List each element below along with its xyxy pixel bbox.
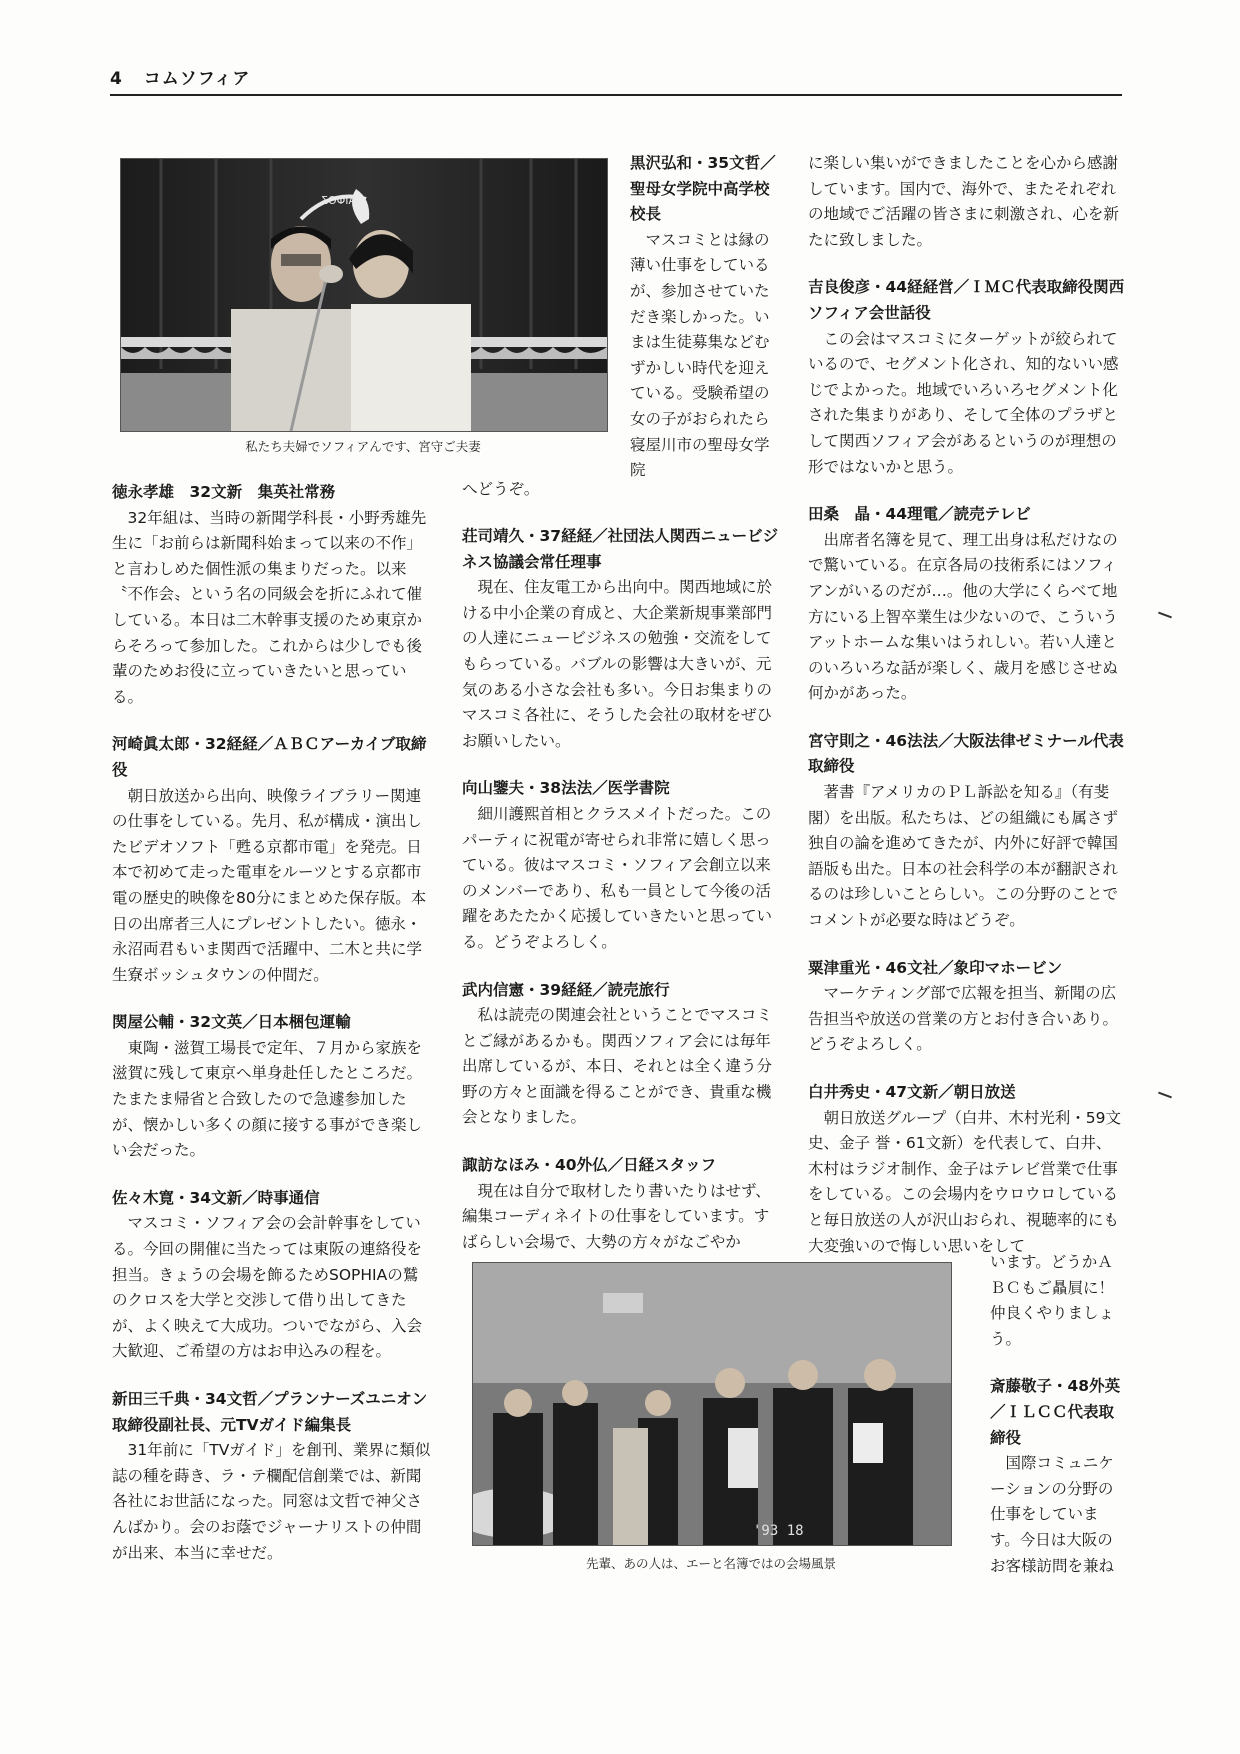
entry-heading: 向山鑒夫・38法法／医学書院 xyxy=(462,779,670,798)
entry-body: 現在は自分で取材したり書いたりはせず、編集コーディネイトの仕事をしています。すばらしい会場で、大勢の方々がなごやか xyxy=(462,1181,771,1251)
entry-heading: 徳永孝雄 32文新 集英社常務 xyxy=(112,483,336,501)
entry-heading: 河崎眞太郎・32経経／ＡＢＣアーカイブ取締役 xyxy=(112,735,427,779)
entry-body: 出席者名簿を見て、理工出身は私だけなので驚いている。在京各局の技術系にはソフィアンがいるのだが…。他の大学にくらべて地方にいる上智卒業生は少ないので、こういうアットホームな集いはうれしい。若い人達とのいろいろな話が楽しく、歳月を感じさせぬ何かがあった。 xyxy=(808,530,1118,703)
entry-body-tail: います。どうかＡＢＣもご贔屓に！ 仲良くやりましょう。 xyxy=(990,1253,1130,1348)
entry-heading: 斎藤敬子・48外英／ＩＬＣＣ代表取締役 xyxy=(990,1377,1121,1447)
couple-photo xyxy=(120,158,608,432)
binding-mark xyxy=(1158,612,1172,619)
article-entry xyxy=(112,1010,432,1164)
page-header xyxy=(110,64,1122,96)
entry-body: 私は読売の関連会社ということでマスコミとご縁があるかも。関西ソフィア会には毎年出席しているが、本日、それとは全く違う分野の方々と面識を得ることができ、貴重な機会となりました。 xyxy=(462,1006,773,1127)
column-middle-tail xyxy=(462,477,782,503)
entry-body: に楽しい集いができましたことを心から感謝しています。国内で、海外で、またそれぞれの地域でご活躍の皆さまに刺激され、心を新たに致しました。 xyxy=(808,154,1119,249)
entry-body-tail: へどうぞ。 xyxy=(462,480,540,498)
article-entry xyxy=(808,502,1126,707)
column-middle-top xyxy=(630,151,778,484)
entry-heading: 佐々木寛・34文新／時事通信 xyxy=(112,1188,320,1207)
article-entry xyxy=(808,956,1126,1058)
couple-photo-art xyxy=(121,159,607,431)
entry-body: マスコミとは縁の薄い仕事をしているが、参加させていただき楽しかった。いまは生徒募集などむずかしい時代を迎えている。受験希望の女の子がおられたら寝屋川市の聖母女学院 xyxy=(630,230,770,480)
reception-photo-caption: 先輩、あの人は、エーと名簿ではの会場風景 xyxy=(585,1556,836,1571)
article-entry xyxy=(808,729,1126,934)
entry-heading: 宮守則之・46法法／大阪法律ゼミナール代表取締役 xyxy=(808,731,1124,776)
entry-body: 細川護熙首相とクラスメイトだった。このパーティに祝電が寄せられ非常に嬉しく思っている。彼はマスコミ・ソフィア会創立以来のメンバーであり、私も一員として今後の活躍をあたたかく応援していきたいと思っている。どうぞよろしく。 xyxy=(462,804,773,951)
column-right xyxy=(808,151,1126,1281)
article-entry xyxy=(462,524,782,754)
entry-body: 朝日放送から出向、映像ライブラリー関連の仕事をしている。先月、私が構成・演出したビデオソフト「甦る京都市電」を発売。日本で初めて走った電車をルーツとする京都市電の歴史的映像を80分にまとめた保存版。本日の出席者三人にプレゼントしたい。徳永・永沼両君もいま関西で活躍中、二木と共に学生寮ボッシュタウンの仲間だ。 xyxy=(112,786,427,984)
article-entry xyxy=(462,776,782,955)
entry-body: 東陶・滋賀工場長で定年、７月から家族を滋賀に残して東京へ単身赴任したところだ。たまたま帰省と合致したので急遽参加したが、懐かしい多くの顔に接する事ができ楽しい会だった。 xyxy=(112,1038,423,1160)
entry-heading: 粟津重光・46文社／象印マホービン xyxy=(808,958,1063,977)
entry-body: この会はマスコミにターゲットが絞られているので、セグメント化され、知的ないい感じでよかった。地域でいろいろセグメント化された集まりがあり、そして全体のプラザとして関西ソフィア会があるというのが理想の形ではないかと思う。 xyxy=(808,329,1119,476)
photo-date-stamp: '93 18 xyxy=(753,1523,804,1539)
article-entry xyxy=(808,275,1126,480)
entry-body: 31年前に「TVガイド」を創刊、業界に類似誌の種を蒔き、ラ・テ欄配信創業では、新聞各社にお世話になった。同窓は文哲で神父さんばかり。会のお蔭でジャーナリストの仲間が出来、本当に幸せだ。 xyxy=(112,1441,431,1562)
article-entry xyxy=(808,151,1126,253)
article-entry xyxy=(462,978,782,1132)
reception-photo-art xyxy=(473,1263,951,1545)
column-right-bottom xyxy=(990,1250,1130,1579)
entry-heading: 諏訪なほみ・40外仏／日経スタッフ xyxy=(462,1156,717,1175)
entry-body: 著書『アメリカのＰＬ訴訟を知る』（有斐閣）を出版。私たちは、どの組織にも属さず独自の論を進めてきたが、内外に好評で韓国語版も出た。日本の社会科学の本が翻訳されるのは珍しいことらしい。この分野のことでコメントが必要な時はどうぞ。 xyxy=(808,783,1119,930)
entry-body: 32年組は、当時の新聞学科長・小野秀雄先生に「お前らは新聞科始まって以来の不作」と言わしめた個性派の集まりだった。以来〝不作会〟という名の同級会を折にふれて催している。本日は二木幹事支援のため東京からそろって参加した。これからは少しでも後輩のためお役に立っていきたいと思っている。 xyxy=(112,508,427,706)
entry-body: マーケティング部で広報を担当、新聞の広告担当や放送の営業の方とお付き合いあり。どうぞよろしく。 xyxy=(808,984,1119,1054)
entry-heading: 関屋公輔・32文英／日本梱包運輸 xyxy=(112,1013,351,1032)
reception-photo xyxy=(472,1262,952,1546)
article-entry xyxy=(112,480,432,710)
page-number: 4 xyxy=(110,69,123,89)
article-entry xyxy=(112,1186,432,1365)
entry-heading: 白井秀史・47文新／朝日放送 xyxy=(808,1083,1016,1101)
entry-heading: 田桑 晶・44理電／読売テレビ xyxy=(808,505,1031,524)
article-entry xyxy=(112,1387,432,1566)
column-middle xyxy=(462,524,782,1277)
article-entry xyxy=(112,732,432,988)
entry-heading: 新田三千典・34文哲／プランナーズユニオン取締役副社長、元TVガイド編集長 xyxy=(112,1390,428,1434)
entry-kurosawa xyxy=(630,151,778,484)
column-left xyxy=(112,480,432,1588)
entry-shirai-tail xyxy=(990,1250,1130,1352)
entry-body: 朝日放送グループ（白井、木村光利・59文史、金子 誉・61文新）を代表して、白井、木村はラジオ制作、金子はテレビ営業で仕事をしている。この会場内をウロウロしていると毎日放送の人が沢山おられ、視聴率的にも大変強いので悔しい思いをして xyxy=(808,1108,1121,1255)
entry-body: 現在、住友電工から出向中。関西地域に於ける中小企業の育成と、大企業新規事業部門の人達にニュービジネスの勉強・交流をしてもらっている。バブルの影響は大きいが、元気のある小さな会社も多い。今日お集まりのマスコミ各社に、そうした会社の取材をぜひお願いしたい。 xyxy=(462,578,773,750)
binding-mark xyxy=(1158,1092,1172,1099)
banner-text: ΣΟΦΙΑ xyxy=(321,194,357,207)
entry-body: マスコミ・ソフィア会の会計幹事をしている。今回の開催に当たっては東阪の連絡役を担当。きょうの会場を飾るためSOPHIAの鷲のクロスを大学と交渉して借り出してきたが、よく映えて大成功。ついでながら、入会大歓迎、ご希望の方はお申込みの程を。 xyxy=(112,1214,423,1361)
entry-heading: 吉良俊彦・44経経営／ＩＭＣ代表取締役関西ソフィア会世話役 xyxy=(808,278,1125,322)
entry-heading: 荘司靖久・37経経／社団法人関西ニュービジネス協議会常任理事 xyxy=(462,527,779,571)
publication-title: コムソフィア xyxy=(143,69,251,89)
entry-heading: 武内信憲・39経経／読売旅行 xyxy=(462,980,670,999)
entry-heading: 黒沢弘和・35文哲／聖母女学院中高学校 校長 xyxy=(630,154,776,224)
article-entry xyxy=(462,1153,782,1255)
couple-photo-caption: 私たち夫婦でソフィアんです、宮守ご夫妻 xyxy=(245,439,481,454)
entry-body: 国際コミュニケーションの分野の仕事をしています。今日は大阪のお客様訪問を兼ね xyxy=(990,1454,1115,1575)
entry-saito xyxy=(990,1374,1126,1579)
article-entry xyxy=(808,1080,1126,1259)
